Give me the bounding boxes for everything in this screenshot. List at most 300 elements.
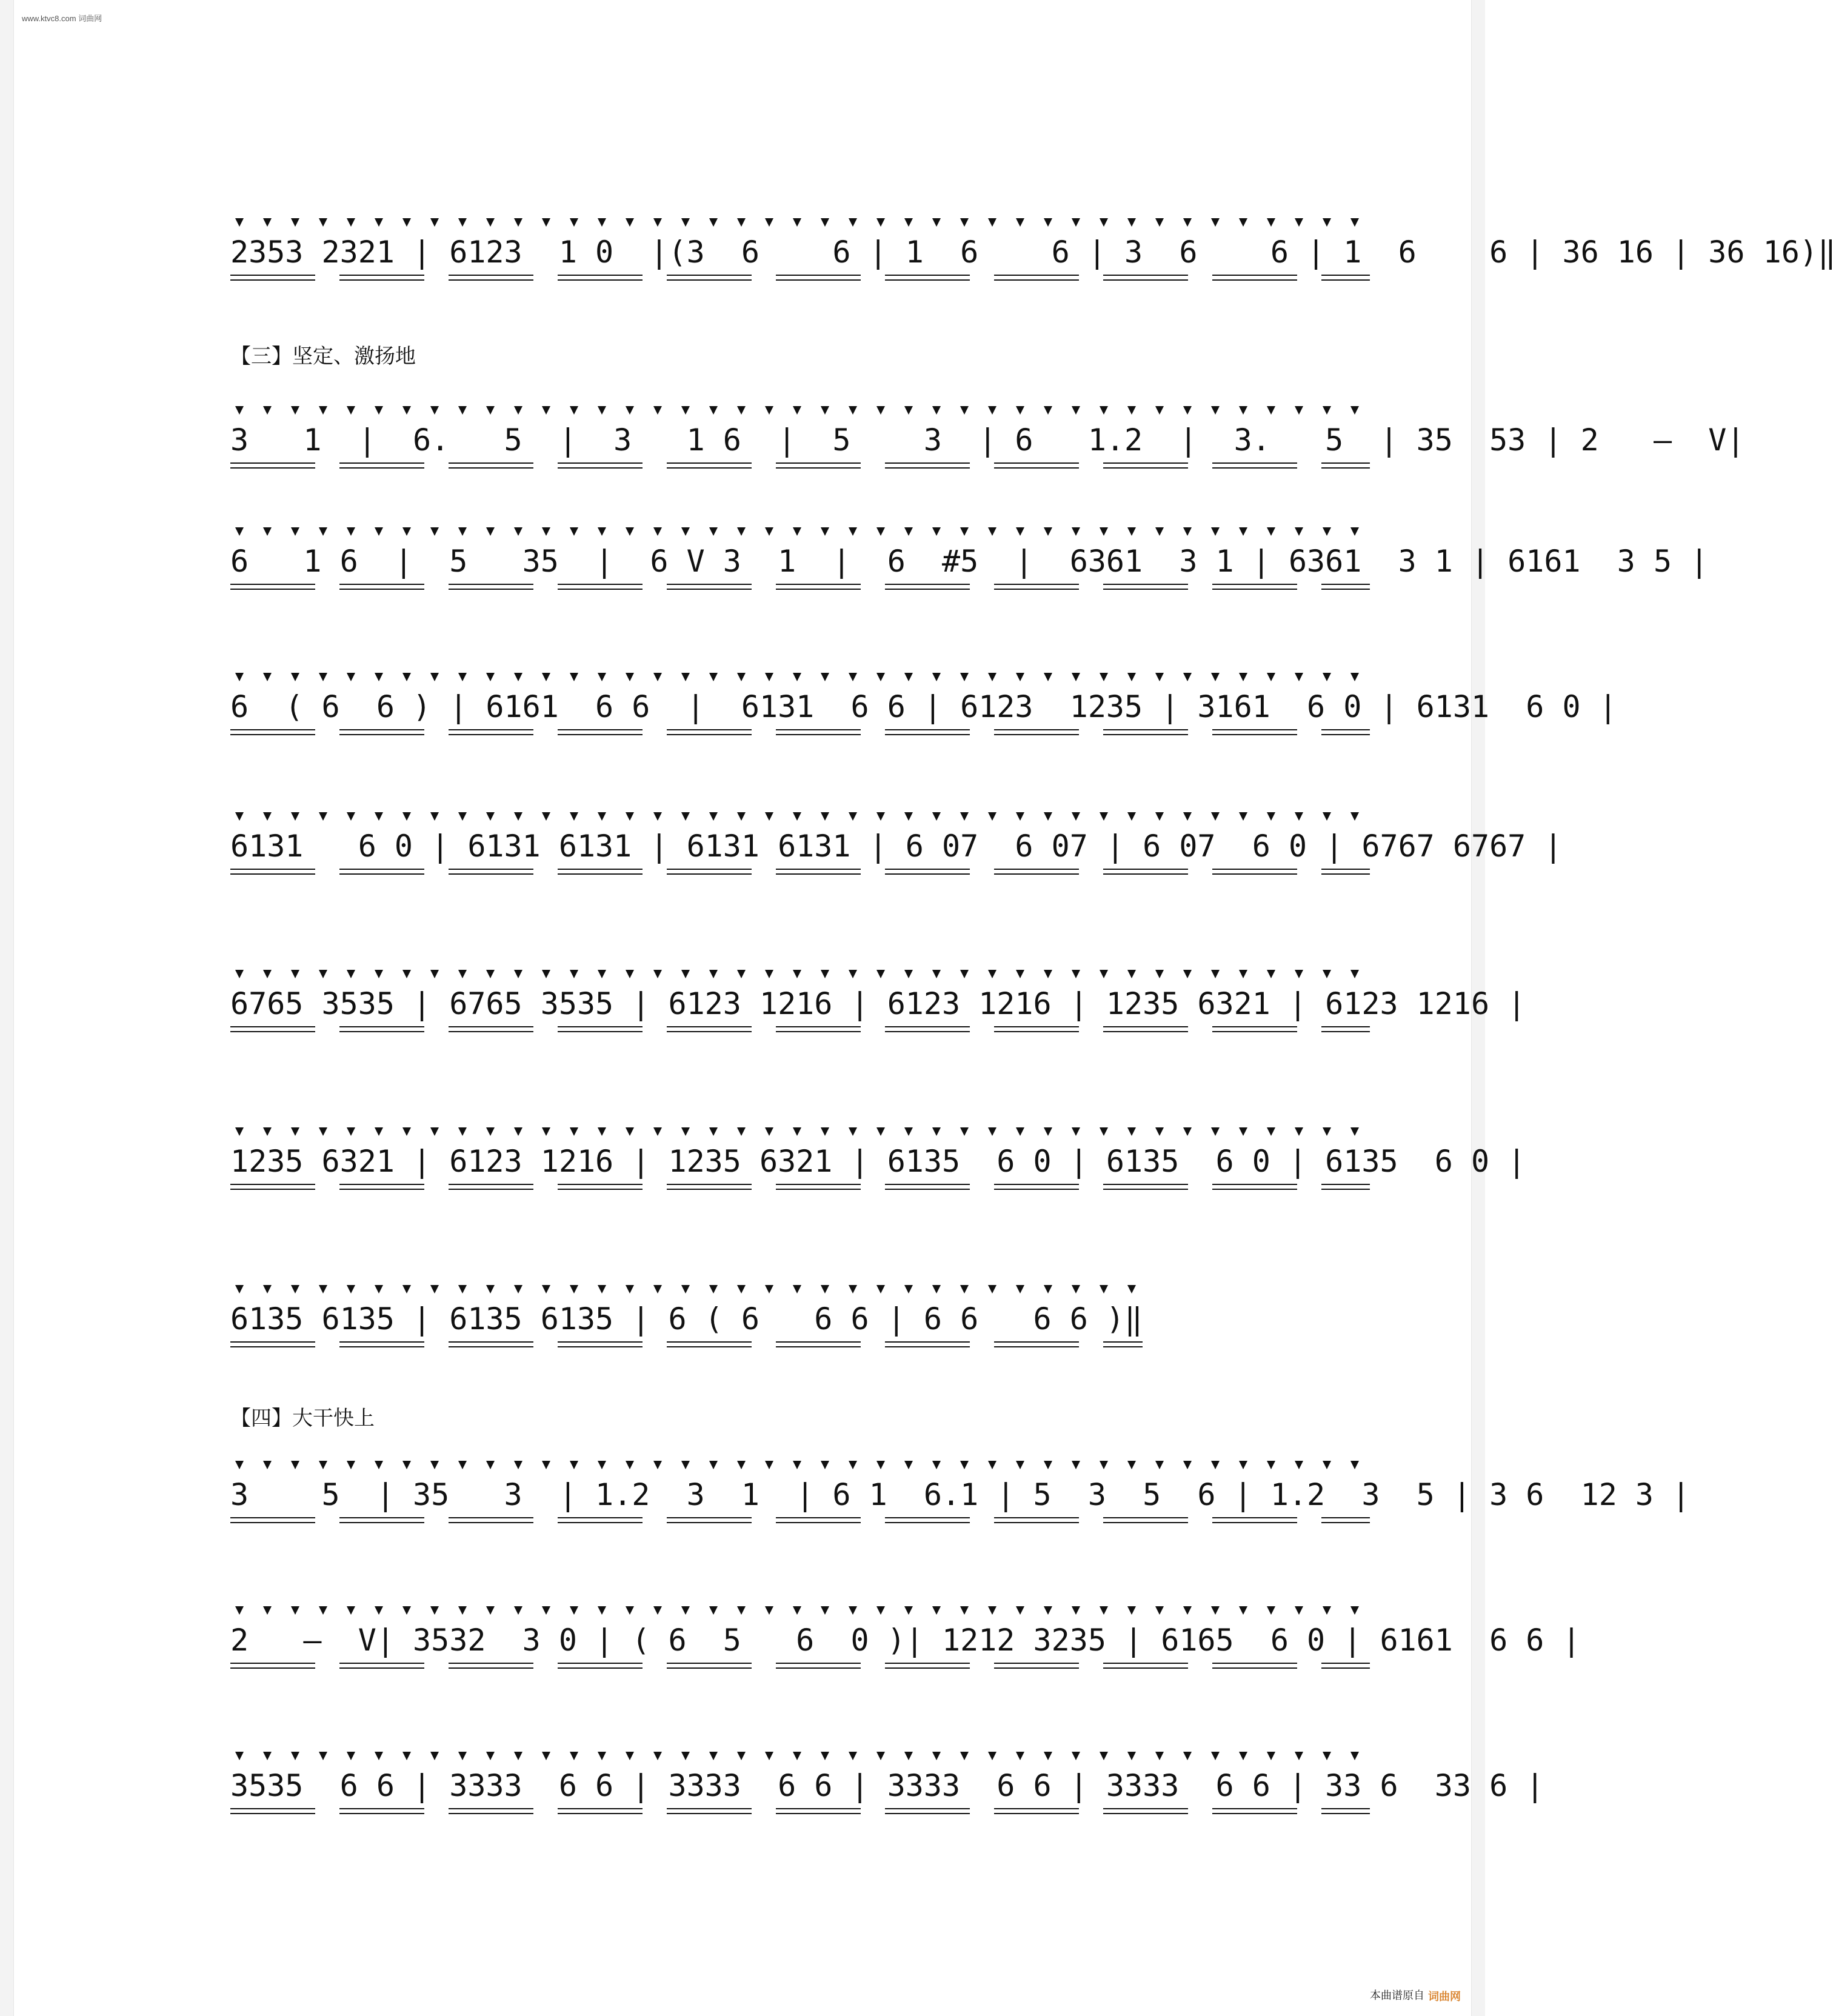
tonguing-mark bbox=[737, 218, 746, 227]
tonguing-mark bbox=[849, 1461, 857, 1469]
tonguing-mark bbox=[1323, 1461, 1331, 1469]
left-page-border bbox=[0, 0, 14, 2016]
tonguing-mark bbox=[263, 812, 272, 821]
tonguing-mark bbox=[1350, 812, 1359, 821]
tonguing-mark bbox=[235, 406, 244, 415]
tonguing-mark bbox=[291, 812, 299, 821]
tonguing-mark bbox=[1127, 812, 1136, 821]
tonguing-mark bbox=[821, 527, 829, 536]
tonguing-mark bbox=[347, 1606, 355, 1615]
tonguing-mark bbox=[347, 527, 355, 536]
tonguing-mark bbox=[1044, 406, 1052, 415]
tonguing-mark bbox=[932, 673, 941, 681]
tonguing-mark bbox=[988, 812, 996, 821]
tonguing-mark bbox=[737, 812, 746, 821]
tonguing-mark bbox=[1100, 1285, 1108, 1293]
tonguing-mark bbox=[1350, 970, 1359, 978]
tonguing-mark bbox=[402, 1285, 411, 1293]
tonguing-mark bbox=[347, 970, 355, 978]
tonguing-mark bbox=[793, 527, 801, 536]
tonguing-mark bbox=[765, 1752, 773, 1760]
tonguing-mark bbox=[1267, 1461, 1275, 1469]
tonguing-mark bbox=[1239, 1127, 1247, 1136]
tonguing-mark bbox=[319, 1127, 327, 1136]
tonguing-mark bbox=[988, 1606, 996, 1615]
tonguing-mark bbox=[598, 218, 606, 227]
tonguing-mark bbox=[263, 673, 272, 681]
tonguing-mark bbox=[765, 970, 773, 978]
tonguing-mark bbox=[375, 673, 383, 681]
tonguing-mark bbox=[430, 1752, 439, 1760]
score-line bbox=[230, 964, 1526, 1061]
tonguing-mark bbox=[821, 218, 829, 227]
tonguing-mark bbox=[626, 1127, 634, 1136]
tonguing-mark bbox=[1016, 406, 1024, 415]
tonguing-mark bbox=[486, 673, 495, 681]
tonguing-mark bbox=[709, 970, 718, 978]
tonguing-mark bbox=[626, 1461, 634, 1469]
tonguing-mark bbox=[1044, 1752, 1052, 1760]
tonguing-mark bbox=[709, 1461, 718, 1469]
tonguing-mark bbox=[765, 812, 773, 821]
tonguing-mark bbox=[1127, 673, 1136, 681]
tonguing-mark bbox=[402, 406, 411, 415]
tonguing-mark bbox=[904, 970, 913, 978]
tonguing-mark bbox=[1211, 527, 1220, 536]
tonguing-mark bbox=[598, 1127, 606, 1136]
tonguing-mark bbox=[1127, 1285, 1136, 1293]
tonguing-mark bbox=[375, 1606, 383, 1615]
tonguing-mark bbox=[1183, 673, 1192, 681]
tonguing-mark bbox=[1016, 1461, 1024, 1469]
tonguing-mark bbox=[486, 1461, 495, 1469]
tonguing-mark bbox=[1211, 673, 1220, 681]
tonguing-mark bbox=[375, 406, 383, 415]
tonguing-mark bbox=[765, 1127, 773, 1136]
tonguing-mark bbox=[653, 406, 662, 415]
tonguing-mark bbox=[737, 673, 746, 681]
tonguing-mark bbox=[598, 1606, 606, 1615]
tonguing-mark bbox=[849, 1752, 857, 1760]
tonguing-mark bbox=[821, 1461, 829, 1469]
tonguing-mark bbox=[932, 1752, 941, 1760]
tonguing-mark bbox=[1323, 812, 1331, 821]
tonguing-mark bbox=[458, 1606, 467, 1615]
tonguing-mark bbox=[514, 970, 522, 978]
tonguing-mark bbox=[319, 1606, 327, 1615]
tonguing-mark bbox=[849, 812, 857, 821]
notation-row: 6131 6 0 | 6131 6131 | 6131 6131 | 6 07 6 07 | 6 07 6 0 | 6767 6767 | bbox=[230, 829, 1563, 864]
tonguing-mark bbox=[542, 1606, 550, 1615]
tonguing-mark bbox=[1044, 812, 1052, 821]
tonguing-mark bbox=[793, 812, 801, 821]
tonguing-mark bbox=[737, 1461, 746, 1469]
tonguing-mark bbox=[1072, 1461, 1080, 1469]
tonguing-mark bbox=[570, 1461, 578, 1469]
tonguing-mark bbox=[876, 1127, 885, 1136]
tonguing-mark bbox=[263, 1127, 272, 1136]
tonguing-mark bbox=[235, 1285, 244, 1293]
tonguing-mark bbox=[793, 1752, 801, 1760]
tonguing-mark bbox=[598, 1285, 606, 1293]
tonguing-mark bbox=[849, 218, 857, 227]
tonguing-mark bbox=[876, 970, 885, 978]
tonguing-mark bbox=[319, 812, 327, 821]
tonguing-mark bbox=[570, 673, 578, 681]
tonguing-mark bbox=[1100, 218, 1108, 227]
tonguing-mark bbox=[709, 673, 718, 681]
tonguing-mark bbox=[1295, 1127, 1303, 1136]
tonguing-mark bbox=[570, 812, 578, 821]
tonguing-mark bbox=[235, 1606, 244, 1615]
tonguing-mark bbox=[904, 527, 913, 536]
tonguing-mark bbox=[709, 1752, 718, 1760]
tonguing-mark bbox=[793, 673, 801, 681]
tonguing-mark bbox=[514, 1606, 522, 1615]
tonguing-mark bbox=[1350, 1461, 1359, 1469]
tonguing-mark bbox=[765, 1285, 773, 1293]
tonguing-mark bbox=[1044, 1127, 1052, 1136]
notation-row: 6 1 6 | 5 35 | 6 V 3 1 | 6 #5 | 6361 3 1 | 6361 3 1 | 6161 3 5 | bbox=[230, 544, 1709, 579]
tonguing-mark bbox=[1183, 1752, 1192, 1760]
tonguing-mark bbox=[235, 527, 244, 536]
tonguing-mark bbox=[235, 970, 244, 978]
tonguing-mark bbox=[430, 673, 439, 681]
tonguing-mark bbox=[904, 812, 913, 821]
tonguing-mark bbox=[765, 673, 773, 681]
tonguing-mark bbox=[1072, 527, 1080, 536]
tonguing-mark bbox=[1239, 406, 1247, 415]
score-line bbox=[230, 667, 1617, 764]
tonguing-mark bbox=[904, 1606, 913, 1615]
tonguing-mark bbox=[681, 1127, 690, 1136]
tonguing-mark bbox=[1072, 1606, 1080, 1615]
tonguing-mark bbox=[793, 1285, 801, 1293]
tonguing-mark bbox=[430, 1461, 439, 1469]
tonguing-mark bbox=[876, 1461, 885, 1469]
notation-row: 6 ( 6 6 ) | 6161 6 6 | 6131 6 6 | 6123 1235 | 3161 6 0 | 6131 6 0 | bbox=[230, 689, 1617, 724]
tonguing-mark bbox=[375, 812, 383, 821]
tonguing-mark bbox=[681, 673, 690, 681]
tonguing-mark bbox=[291, 527, 299, 536]
tonguing-mark bbox=[904, 406, 913, 415]
tonguing-mark bbox=[849, 527, 857, 536]
tonguing-mark bbox=[598, 812, 606, 821]
tonguing-mark bbox=[960, 218, 969, 227]
tonguing-mark bbox=[681, 406, 690, 415]
tonguing-mark bbox=[458, 673, 467, 681]
tonguing-mark bbox=[598, 1752, 606, 1760]
tonguing-mark bbox=[1155, 812, 1164, 821]
tonguing-mark bbox=[1267, 1127, 1275, 1136]
tonguing-mark bbox=[793, 970, 801, 978]
tonguing-mark bbox=[1127, 527, 1136, 536]
notation-row: 6135 6135 | 6135 6135 | 6 ( 6 6 6 | 6 6 6 6 )‖ bbox=[230, 1301, 1143, 1337]
tonguing-mark bbox=[1016, 1127, 1024, 1136]
tonguing-mark bbox=[681, 812, 690, 821]
tonguing-mark bbox=[1239, 812, 1247, 821]
tonguing-mark bbox=[514, 812, 522, 821]
section-heading: 【四】大干快上 bbox=[230, 1406, 375, 1430]
tonguing-mark bbox=[570, 218, 578, 227]
tonguing-mark bbox=[458, 812, 467, 821]
tonguing-mark bbox=[570, 527, 578, 536]
tonguing-mark bbox=[737, 1127, 746, 1136]
tonguing-mark bbox=[821, 1606, 829, 1615]
tonguing-mark bbox=[793, 406, 801, 415]
tonguing-mark bbox=[291, 218, 299, 227]
tonguing-mark bbox=[904, 1461, 913, 1469]
tonguing-mark bbox=[263, 527, 272, 536]
tonguing-mark bbox=[765, 1606, 773, 1615]
tonguing-mark bbox=[514, 1461, 522, 1469]
tonguing-mark bbox=[849, 673, 857, 681]
tonguing-mark bbox=[876, 1285, 885, 1293]
tonguing-mark bbox=[598, 406, 606, 415]
tonguing-mark bbox=[402, 1606, 411, 1615]
tonguing-mark bbox=[458, 970, 467, 978]
tonguing-mark bbox=[263, 218, 272, 227]
tonguing-mark bbox=[1295, 1606, 1303, 1615]
notation-row: 3 1 | 6. 5 | 3 1 6 | 5 3 | 6 1.2 | 3. 5 | 35 53 | 2 – V| bbox=[230, 422, 1745, 458]
tonguing-mark bbox=[598, 1461, 606, 1469]
tonguing-mark bbox=[430, 1285, 439, 1293]
tonguing-mark bbox=[1127, 1461, 1136, 1469]
tonguing-mark bbox=[598, 970, 606, 978]
tonguing-mark bbox=[681, 1606, 690, 1615]
tonguing-mark bbox=[1183, 406, 1192, 415]
tonguing-mark bbox=[1267, 218, 1275, 227]
tonguing-mark bbox=[1211, 218, 1220, 227]
tonguing-mark bbox=[876, 406, 885, 415]
tonguing-mark bbox=[1155, 1127, 1164, 1136]
tonguing-mark bbox=[1239, 970, 1247, 978]
tonguing-mark bbox=[1323, 1127, 1331, 1136]
tonguing-mark bbox=[709, 812, 718, 821]
tonguing-mark bbox=[375, 1461, 383, 1469]
tonguing-mark bbox=[1295, 406, 1303, 415]
tonguing-mark bbox=[1127, 1127, 1136, 1136]
tonguing-mark bbox=[626, 673, 634, 681]
tonguing-mark bbox=[1211, 1752, 1220, 1760]
tonguing-mark bbox=[653, 970, 662, 978]
section-heading: 【三】坚定、激扬地 bbox=[230, 344, 416, 369]
tonguing-mark bbox=[960, 1285, 969, 1293]
tonguing-mark bbox=[960, 970, 969, 978]
tonguing-mark bbox=[765, 218, 773, 227]
tonguing-mark bbox=[765, 527, 773, 536]
tonguing-mark bbox=[1127, 970, 1136, 978]
tonguing-mark bbox=[1239, 527, 1247, 536]
tonguing-mark bbox=[402, 970, 411, 978]
tonguing-mark bbox=[960, 1461, 969, 1469]
tonguing-mark bbox=[821, 1752, 829, 1760]
tonguing-mark bbox=[904, 218, 913, 227]
tonguing-mark bbox=[626, 1752, 634, 1760]
tonguing-mark bbox=[960, 673, 969, 681]
tonguing-mark bbox=[988, 218, 996, 227]
tonguing-mark bbox=[1267, 812, 1275, 821]
tonguing-mark bbox=[1016, 970, 1024, 978]
tonguing-mark bbox=[263, 970, 272, 978]
tonguing-mark bbox=[681, 527, 690, 536]
tonguing-mark bbox=[709, 218, 718, 227]
tonguing-mark bbox=[514, 673, 522, 681]
tonguing-mark bbox=[1239, 1606, 1247, 1615]
tonguing-mark bbox=[570, 1606, 578, 1615]
tonguing-mark bbox=[681, 1285, 690, 1293]
tonguing-mark bbox=[1211, 970, 1220, 978]
tonguing-mark bbox=[542, 218, 550, 227]
tonguing-mark bbox=[1183, 527, 1192, 536]
tonguing-mark bbox=[430, 812, 439, 821]
tonguing-mark bbox=[1350, 673, 1359, 681]
tonguing-mark bbox=[653, 1606, 662, 1615]
tonguing-mark bbox=[1100, 1752, 1108, 1760]
tonguing-mark bbox=[988, 1461, 996, 1469]
tonguing-mark bbox=[1295, 1752, 1303, 1760]
tonguing-mark bbox=[876, 1752, 885, 1760]
tonguing-mark bbox=[263, 1461, 272, 1469]
tonguing-mark bbox=[235, 1461, 244, 1469]
tonguing-mark bbox=[486, 812, 495, 821]
tonguing-mark bbox=[653, 1127, 662, 1136]
tonguing-mark bbox=[1127, 1752, 1136, 1760]
tonguing-mark bbox=[402, 218, 411, 227]
tonguing-mark bbox=[402, 1127, 411, 1136]
tonguing-mark bbox=[988, 1752, 996, 1760]
tonguing-mark bbox=[1155, 218, 1164, 227]
tonguing-mark bbox=[876, 218, 885, 227]
tonguing-mark bbox=[1267, 970, 1275, 978]
tonguing-mark bbox=[598, 527, 606, 536]
tonguing-mark bbox=[1044, 1461, 1052, 1469]
tonguing-mark bbox=[765, 1461, 773, 1469]
score-line bbox=[230, 1455, 1691, 1552]
tonguing-mark bbox=[347, 1127, 355, 1136]
tonguing-mark bbox=[347, 406, 355, 415]
tonguing-mark bbox=[1072, 1752, 1080, 1760]
tonguing-mark bbox=[542, 1461, 550, 1469]
tonguing-mark bbox=[821, 1127, 829, 1136]
tonguing-mark bbox=[1155, 1461, 1164, 1469]
tonguing-mark bbox=[626, 218, 634, 227]
tonguing-mark bbox=[988, 673, 996, 681]
tonguing-mark bbox=[1044, 673, 1052, 681]
tonguing-mark bbox=[1211, 812, 1220, 821]
tonguing-mark bbox=[375, 1127, 383, 1136]
tonguing-mark bbox=[235, 812, 244, 821]
tonguing-mark bbox=[375, 527, 383, 536]
tonguing-mark bbox=[1350, 218, 1359, 227]
tonguing-mark bbox=[1072, 970, 1080, 978]
tonguing-mark bbox=[347, 1285, 355, 1293]
tonguing-mark bbox=[402, 812, 411, 821]
tonguing-mark bbox=[876, 673, 885, 681]
tonguing-mark bbox=[1183, 218, 1192, 227]
tonguing-mark bbox=[542, 527, 550, 536]
tonguing-mark bbox=[1127, 218, 1136, 227]
tonguing-mark bbox=[932, 1461, 941, 1469]
tonguing-mark bbox=[1016, 1285, 1024, 1293]
tonguing-mark bbox=[458, 1127, 467, 1136]
tonguing-mark bbox=[542, 1752, 550, 1760]
tonguing-mark bbox=[1044, 218, 1052, 227]
tonguing-mark bbox=[1072, 218, 1080, 227]
score-line bbox=[230, 212, 1836, 309]
tonguing-mark bbox=[1267, 1606, 1275, 1615]
tonguing-mark bbox=[1100, 1606, 1108, 1615]
tonguing-mark bbox=[375, 218, 383, 227]
tonguing-mark bbox=[291, 673, 299, 681]
tonguing-mark bbox=[1295, 1461, 1303, 1469]
footer-credit: 本曲谱原自 bbox=[1370, 1989, 1424, 2002]
tonguing-mark bbox=[821, 406, 829, 415]
tonguing-mark bbox=[514, 1127, 522, 1136]
tonguing-mark bbox=[319, 1461, 327, 1469]
tonguing-mark bbox=[709, 406, 718, 415]
tonguing-mark bbox=[876, 1606, 885, 1615]
tonguing-mark bbox=[653, 1285, 662, 1293]
tonguing-mark bbox=[1044, 970, 1052, 978]
score-line bbox=[230, 400, 1745, 497]
tonguing-mark bbox=[430, 1127, 439, 1136]
notation-row: 2 – V| 3532 3 0 | ( 6 5 6 0 )| 1212 3235 | 6165 6 0 | 6161 6 6 | bbox=[230, 1623, 1581, 1658]
tonguing-mark bbox=[291, 1461, 299, 1469]
tonguing-mark bbox=[876, 527, 885, 536]
tonguing-mark bbox=[1239, 673, 1247, 681]
tonguing-mark bbox=[1267, 673, 1275, 681]
tonguing-mark bbox=[709, 1127, 718, 1136]
tonguing-mark bbox=[1211, 1606, 1220, 1615]
tonguing-mark bbox=[402, 673, 411, 681]
tonguing-mark bbox=[849, 970, 857, 978]
tonguing-mark bbox=[486, 218, 495, 227]
tonguing-mark bbox=[542, 406, 550, 415]
tonguing-mark bbox=[653, 1461, 662, 1469]
score-line bbox=[230, 521, 1709, 618]
tonguing-mark bbox=[1350, 1127, 1359, 1136]
tonguing-mark bbox=[486, 1606, 495, 1615]
tonguing-mark bbox=[430, 970, 439, 978]
tonguing-mark bbox=[291, 1606, 299, 1615]
tonguing-mark bbox=[1350, 1752, 1359, 1760]
tonguing-mark bbox=[486, 527, 495, 536]
tonguing-mark bbox=[737, 970, 746, 978]
tonguing-mark bbox=[1100, 1461, 1108, 1469]
tonguing-mark bbox=[1323, 1752, 1331, 1760]
tonguing-mark bbox=[542, 673, 550, 681]
tonguing-mark bbox=[486, 1285, 495, 1293]
tonguing-mark bbox=[821, 970, 829, 978]
footer-logo: 词曲网 bbox=[1428, 1991, 1461, 2003]
tonguing-mark bbox=[765, 406, 773, 415]
tonguing-mark bbox=[235, 1127, 244, 1136]
tonguing-mark bbox=[626, 970, 634, 978]
tonguing-mark bbox=[291, 406, 299, 415]
tonguing-mark bbox=[988, 970, 996, 978]
tonguing-mark bbox=[1183, 1461, 1192, 1469]
tonguing-mark bbox=[653, 1752, 662, 1760]
tonguing-mark bbox=[1267, 406, 1275, 415]
tonguing-mark bbox=[1044, 1285, 1052, 1293]
tonguing-mark bbox=[1183, 970, 1192, 978]
tonguing-mark bbox=[1323, 673, 1331, 681]
score-line bbox=[230, 1746, 1544, 1843]
tonguing-mark bbox=[570, 1285, 578, 1293]
tonguing-mark bbox=[235, 673, 244, 681]
tonguing-mark bbox=[1044, 1606, 1052, 1615]
